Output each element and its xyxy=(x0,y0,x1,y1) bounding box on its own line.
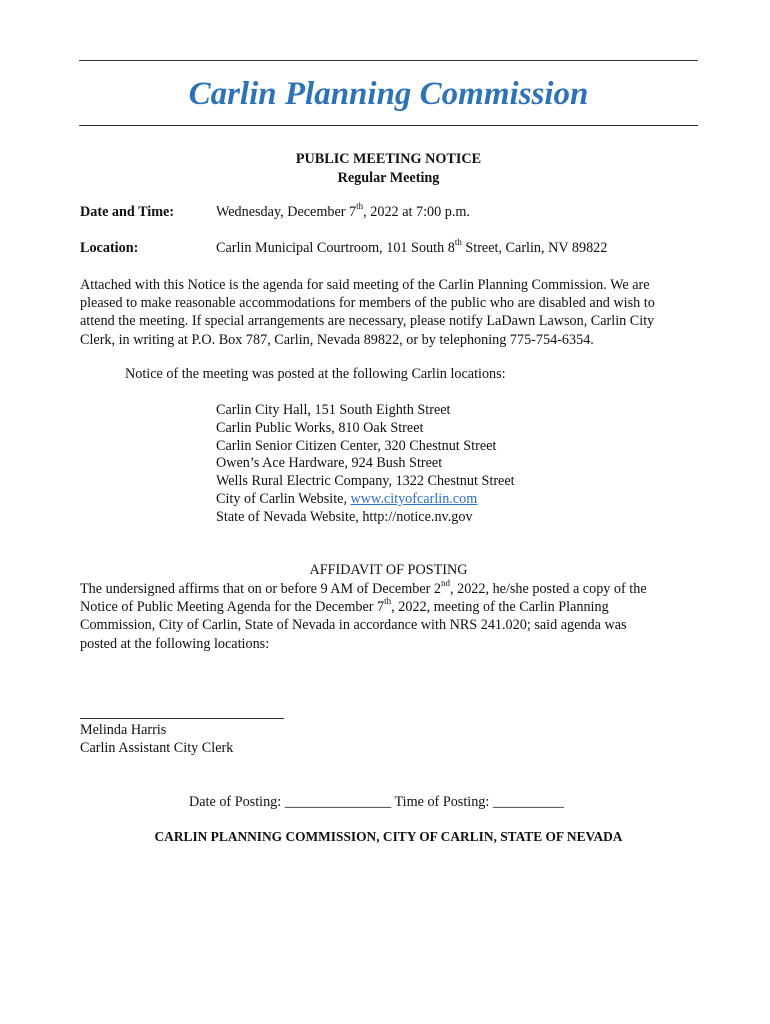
affidavit-line-text: , 2022, meeting of the Carlin Planning xyxy=(391,599,609,616)
paragraph-line: Attached with this Notice is the agenda for said meeting of the Carlin Planning Commission. We are xyxy=(80,277,650,293)
date-value xyxy=(216,201,470,221)
signature-line xyxy=(80,718,284,719)
location-label: Location: xyxy=(80,240,139,256)
location-value xyxy=(216,237,608,257)
signer-name: Melinda Harris xyxy=(80,722,167,738)
paragraph-line: pleased to make reasonable accommodations for members of the public who are disabled and wish to xyxy=(80,295,655,312)
list-item: Carlin City Hall, 151 South Eighth Street xyxy=(216,402,451,418)
list-item: State of Nevada Website, http://notice.nv.gov xyxy=(216,508,473,525)
date-text: Wednesday, December 7 xyxy=(216,204,357,220)
top-rule xyxy=(79,60,698,61)
location-city-text: Street, Carlin, NV 89822 xyxy=(461,240,608,256)
page-title: Carlin Planning Commission xyxy=(188,76,589,112)
website-label: City of Carlin Website, xyxy=(216,490,351,507)
list-item: Wells Rural Electric Company, 1322 Chestnut Street xyxy=(216,473,515,490)
affidavit-ordinal: nd xyxy=(441,578,451,589)
paragraph-line: attend the meeting. If special arrangements are necessary, please notify LaDawn Lawson, Carlin City xyxy=(80,313,655,330)
list-item: Carlin Senior Citizen Center, 320 Chestnut Street xyxy=(216,437,497,454)
affidavit-heading: AFFIDAVIT OF POSTING xyxy=(309,562,468,578)
list-item: Carlin Public Works, 810 Oak Street xyxy=(216,419,424,436)
affidavit-line xyxy=(80,580,647,598)
posting-fields xyxy=(189,794,564,811)
signer-title: Carlin Assistant City Clerk xyxy=(80,740,234,756)
footer-text: CARLIN PLANNING COMMISSION, CITY OF CARLIN, STATE OF NEVADA xyxy=(154,829,623,844)
posting-date-blank[interactable]: _______________ xyxy=(284,794,392,810)
location-text: Carlin Municipal Courtroom, 101 South 8 xyxy=(216,240,455,256)
location-ordinal: th xyxy=(454,237,462,248)
locations-list xyxy=(216,402,515,527)
date-ordinal: th xyxy=(356,201,364,212)
date-time-text: , 2022 at 7:00 p.m. xyxy=(363,204,470,220)
posted-intro: Notice of the meeting was posted at the following Carlin locations: xyxy=(125,366,506,382)
affidavit-line-text: , 2022, he/she posted a copy of the xyxy=(450,581,647,597)
affidavit-line: Commission, City of Carlin, State of Nevada in accordance with NRS 241.020; said agenda was xyxy=(80,617,627,634)
notice-paragraph xyxy=(80,276,655,349)
date-label: Date and Time: xyxy=(80,204,175,220)
posting-time-label: Time of Posting: xyxy=(391,794,493,810)
title-underline xyxy=(79,125,698,126)
list-item-website xyxy=(216,491,515,509)
affidavit-line: posted at the following locations: xyxy=(80,635,270,652)
affidavit-ordinal: th xyxy=(384,596,392,607)
affidavit-line xyxy=(80,598,647,616)
notice-subheading: Regular Meeting xyxy=(337,170,440,186)
website-link[interactable]: www.cityofcarlin.com xyxy=(350,490,478,507)
affidavit-line-text: Notice of Public Meeting Agenda for the December 7 xyxy=(80,599,385,616)
posting-date-label: Date of Posting: xyxy=(189,794,285,810)
notice-heading: PUBLIC MEETING NOTICE xyxy=(295,151,482,167)
list-item: Owen’s Ace Hardware, 924 Bush Street xyxy=(216,455,443,472)
posting-time-blank[interactable]: __________ xyxy=(492,794,564,810)
affidavit-text xyxy=(80,580,647,653)
paragraph-line: Clerk, in writing at P.O. Box 787, Carlin, Nevada 89822, or by telephoning 775-754-6354. xyxy=(80,331,594,348)
affidavit-line-text: The undersigned affirms that on or before 9 AM of December 2 xyxy=(80,581,442,597)
